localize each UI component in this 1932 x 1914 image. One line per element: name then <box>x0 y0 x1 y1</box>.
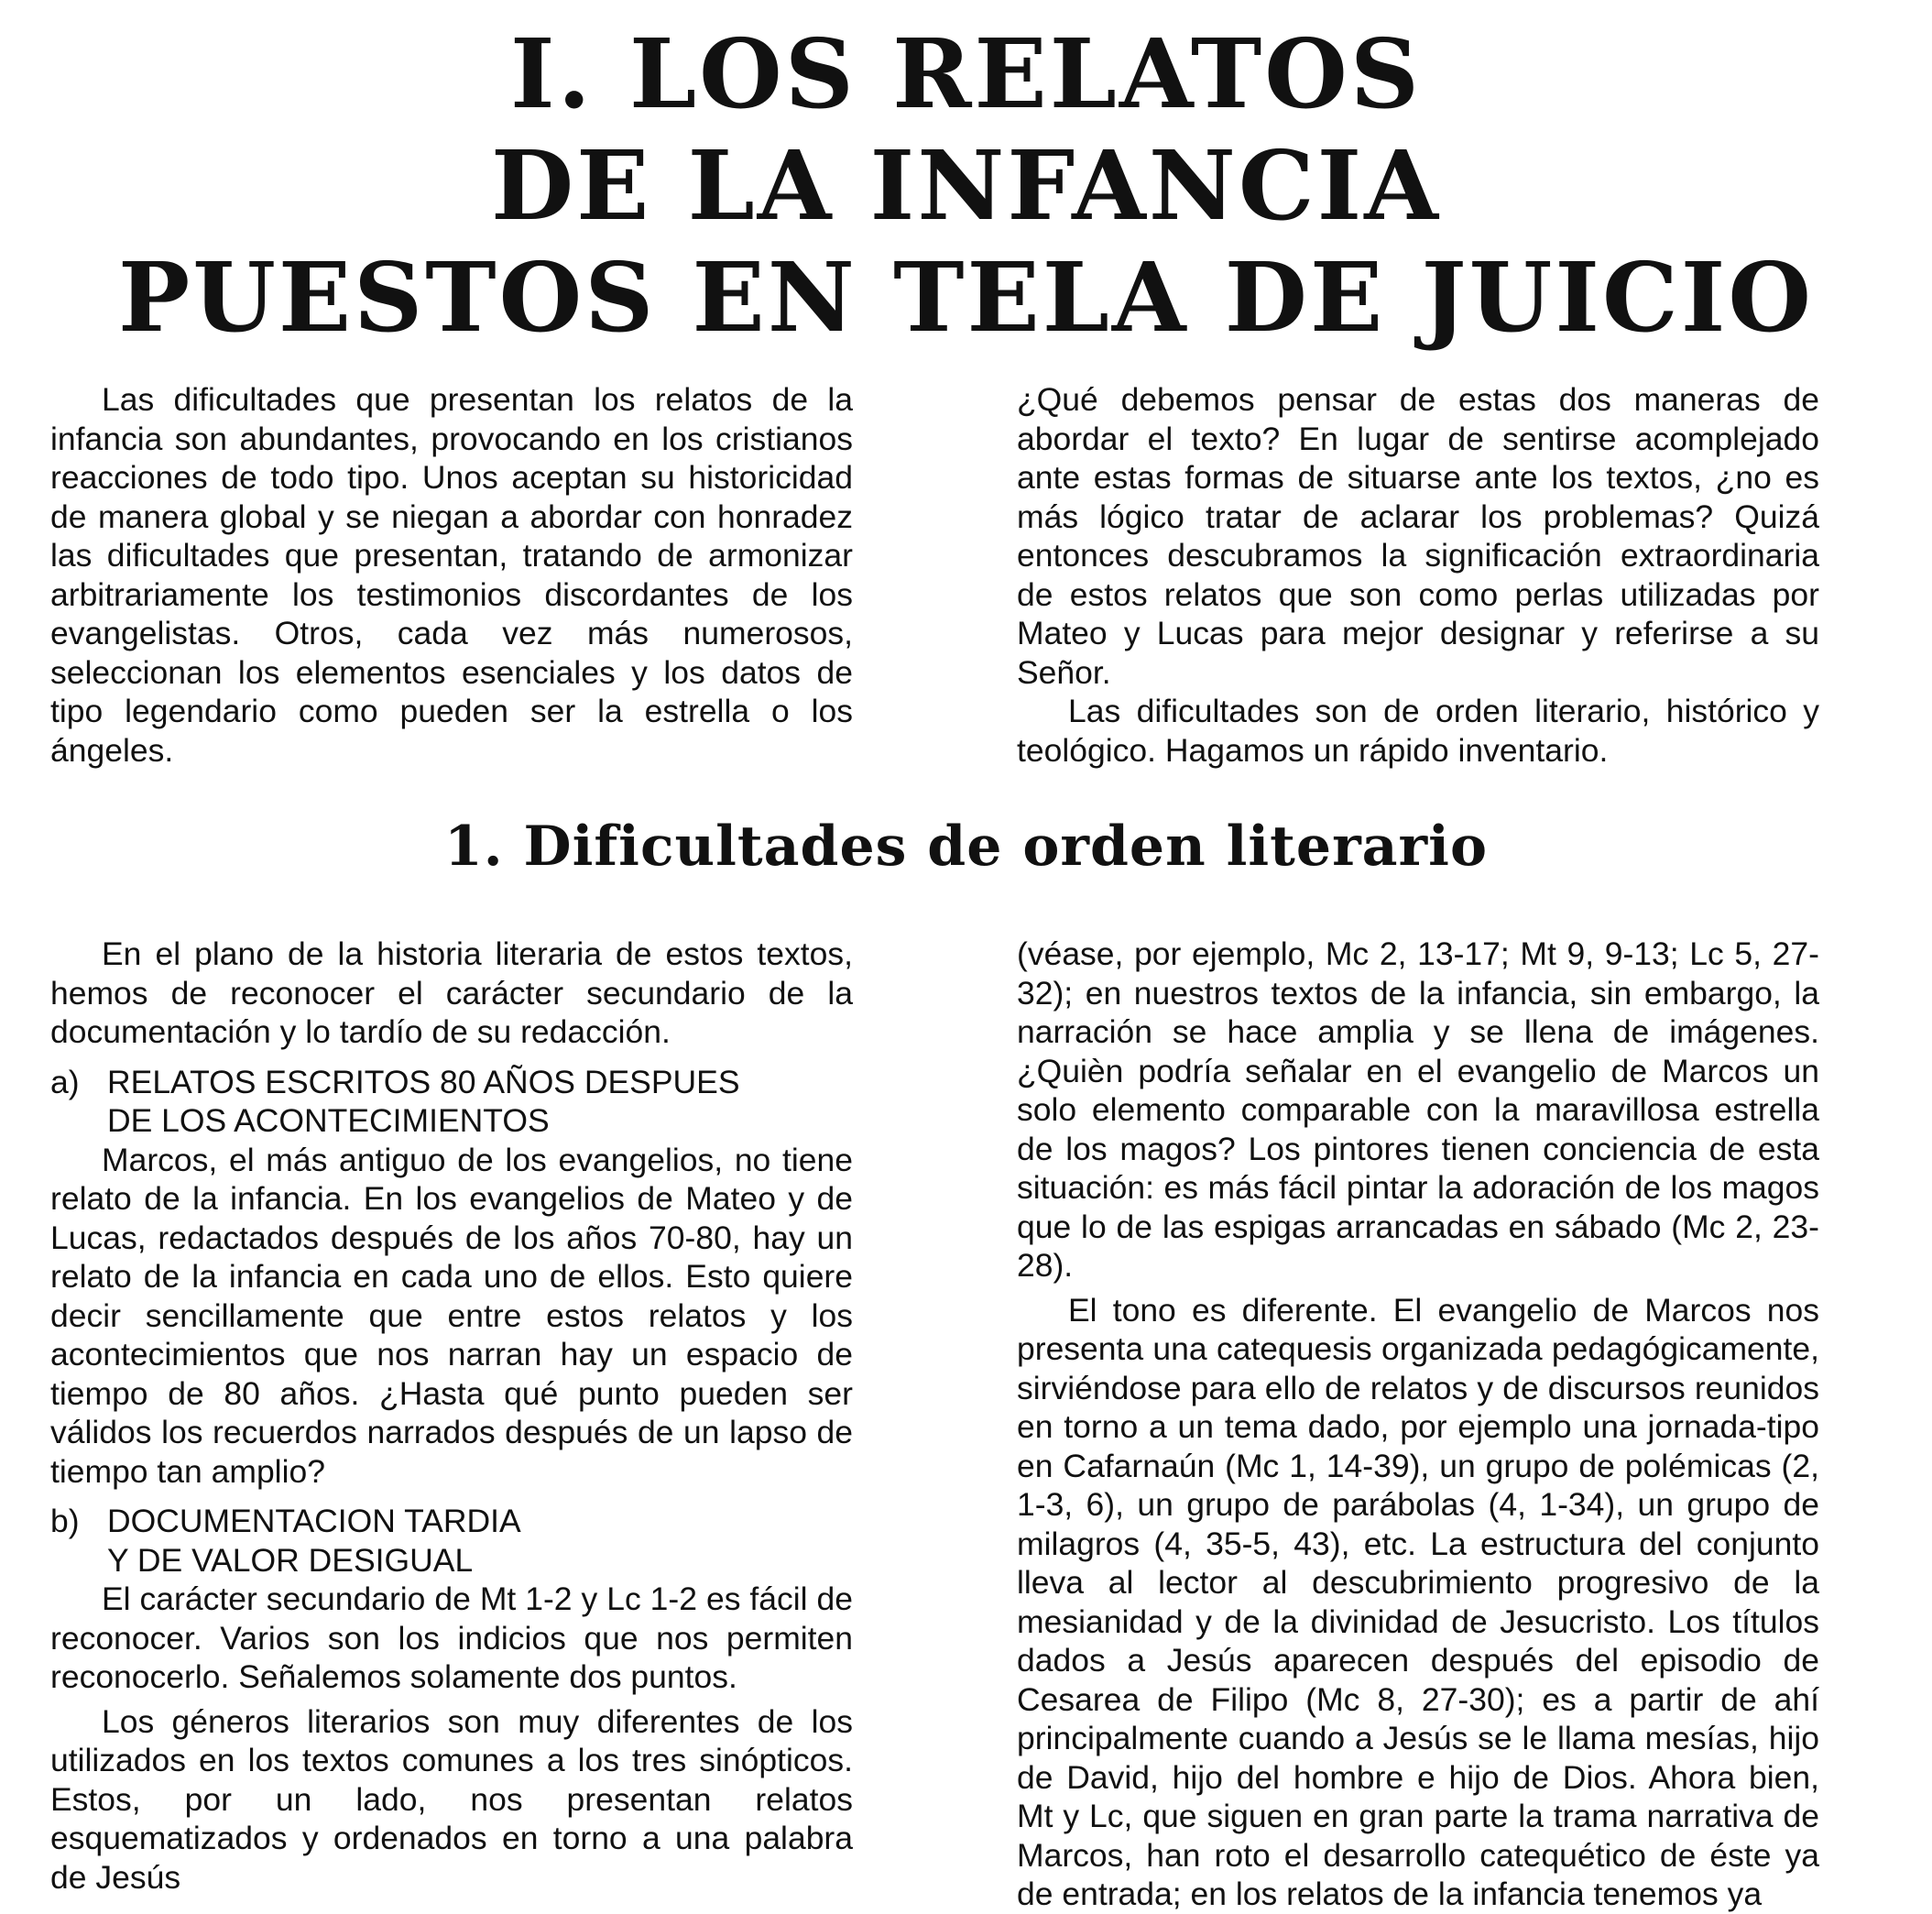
subheading-label: a) <box>50 1063 80 1100</box>
subheading-text: DE LOS ACONTECIMIENTOS <box>107 1102 550 1139</box>
page-title <box>0 18 1932 354</box>
body-paragraph: Los géneros literarios son muy diferentes de los utilizados en los textos comunes a los tres sinópticos. Estos, por un lado, nos presentan relatos esquematizados y ordenados en torno a una palabra de Jesús <box>50 1702 853 1896</box>
body-paragraph: Marcos, el más antiguo de los evangelios, no tiene relato de la infancia. En los evangelios de Mateo y de Lucas, redactados después de los años 70-80, hay un relato de la infancia en cada uno de ellos. Esto quiere decir sencillamente que entre estos relatos y los acontecimientos que nos narran hay un espacio de tiempo de 80 años. ¿Hasta qué punto pueden ser válidos los recuerdos narrados después de un lapso de tiempo tan amplio? <box>50 1141 853 1490</box>
intro-paragraph: Las dificultades son de orden literario, histórico y teológico. Hagamos un rápido inventario. <box>1017 693 1819 769</box>
subheading-text: Y DE VALOR DESIGUAL <box>107 1541 474 1579</box>
title-line-3: PUESTOS EN TELA DE JUICIO <box>117 241 1815 354</box>
body-paragraph: (véase, por ejemplo, Mc 2, 13-17; Mt 9, 9-13; Lc 5, 27-32); en nuestros textos de la infancia, sin embargo, la narración se hace amplia y se llena de imágenes. ¿Quièn podría señalar en el evangelio de Marcos un solo elemento comparable con la maravillosa estrella de los magos? Los pintores tienen conciencia de esta situación: es más fácil pintar la adoración de los magos que lo de las espigas arrancadas en sábado (Mc 2, 23-28). <box>1017 935 1819 1284</box>
subheading-label: b) <box>50 1503 80 1539</box>
intro-paragraph: Las dificultades que presentan los relatos de la infancia son abundantes, provocando en los cristianos reacciones de todo tipo. Unos aceptan su historicidad de manera global y se niegan a abordar con honradez las dificultades que presentan, tratando de armonizar arbitrariamente los testimonios discordantes de los evangelistas. Otros, cada vez más numerosos, seleccionan los elementos esenciales y los datos de tipo legendario como pueden ser la estrella o los ángeles. <box>50 381 853 769</box>
title-line-1: I. LOS RELATOS <box>509 17 1422 130</box>
intro-paragraph: ¿Qué debemos pensar de estas dos maneras de abordar el texto? En lugar de sentirse acomplejado ante estas formas de situarse ante los textos, ¿no es más lógico tratar de aclarar los problemas? Quizá entonces descubramos la significación extraordinaria de estos relatos que son como perlas utilizadas por Mateo y Lucas para mejor designar y referirse a su Señor. <box>1017 381 1819 691</box>
body-left-column <box>50 935 853 1897</box>
intro-right-column <box>1017 380 1819 770</box>
subheading-text: DOCUMENTACION TARDIA <box>107 1503 521 1539</box>
intro-left-column <box>50 380 853 770</box>
body-paragraph: En el plano de la historia literaria de estos textos, hemos de reconocer el carácter secundario de la documentación y lo tardío de su redacción. <box>50 935 853 1050</box>
subheading-b <box>50 1502 853 1580</box>
subheading-text: RELATOS ESCRITOS 80 AÑOS DESPUES <box>107 1063 740 1100</box>
title-line-2: DE LA INFANCIA <box>490 129 1441 242</box>
body-paragraph: El carácter secundario de Mt 1-2 y Lc 1-2 es fácil de reconocer. Varios son los indicios que nos permiten reconocerlo. Señalemos solamente dos puntos. <box>50 1580 853 1695</box>
section-heading: 1. Dificultades de orden literario <box>444 815 1488 879</box>
body-right-column <box>1017 935 1819 1914</box>
subheading-a <box>50 1063 853 1141</box>
body-paragraph: El tono es diferente. El evangelio de Marcos nos presenta una catequesis organizada pedagógicamente, sirviéndose para ello de relatos y de discursos reunidos en torno a un tema dado, por ejemplo una jornada-tipo en Cafarnaún (Mc 1, 14-39), un grupo de polémicas (2, 1-3, 6), un grupo de parábolas (4, 1-34), un grupo de milagros (4, 35-5, 43), etc. La estructura del conjunto lleva al lector al descubrimiento progresivo de la mesianidad y de la divinidad de Jesucristo. Los títulos dados a Jesús aparecen después del episodio de Cesarea de Filipo (Mc 8, 27-30); es a partir de ahí principalmente cuando a Jesús se le llama mesías, hijo de David, hijo del hombre e hijo de Dios. Ahora bien, Mt y Lc, que siguen en gran parte la trama narrativa de Marcos, han roto el desarrollo catequético de éste ya de entrada; en los relatos de la infancia tenemos ya <box>1017 1291 1819 1912</box>
